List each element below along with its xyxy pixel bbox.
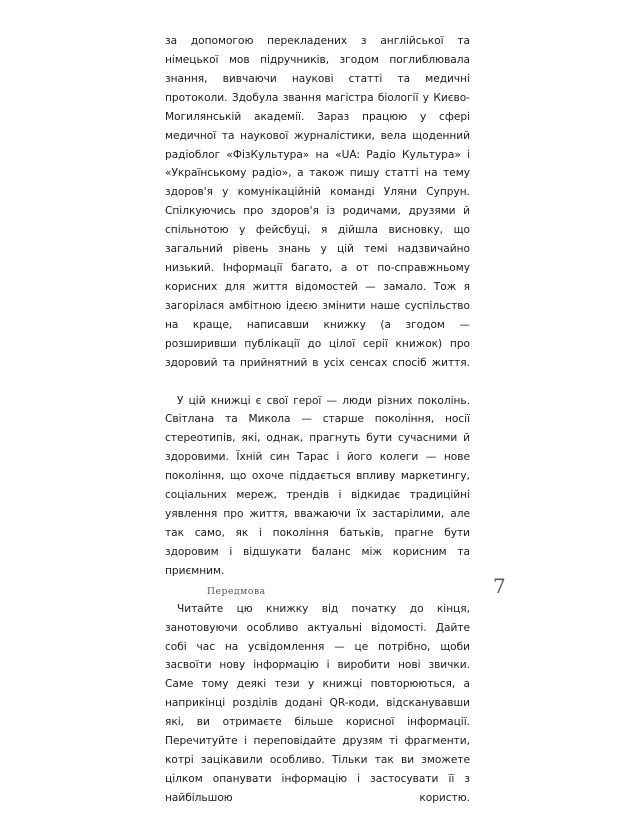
- body-paragraph: за допомогою перекладених з англійської та німецької мов підручників, згодом поглиблювала знання, вивчаючи наукові статті та медичні протоколи. Здобула звання магістра біології у Києво-Могилянській академії. Зараз працюю у сфері медичної та наукової журналістики, вела щоденний радіоблог «ФізКультура» на «UA: Радіо Культура» і «Українському радіо», а також пишу статті на тему здоров'я у комунікаційній команді Уляни Супрун. Спілкуючись про здоров'я із родичами, друзями й спільнотою у фейсбуці, я дійшла висновку, що загальний рівень знань у цій темі надзвичайно низький. Інформації багато, а от по-справжньому корисних для життя відомостей — замало. Тож я загорілася амбітною ідеєю змінити наше суспільство на краще, написавши книжку (а згодом — розширивши публікації до цілої серії книжок) про здоровий та прийнятний в усіх сенсах спосіб життя.: [165, 35, 470, 369]
- page-text-block: [165, 32, 470, 827]
- running-head: Передмова: [207, 586, 266, 597]
- body-paragraph: Читайте цю книжку від початку до кінця, занотовуючи особливо актуальні відомості. Дайте собі час на усвідомлення — це потрібно, щоби засвоїти нову інформацію і виробити нові звички. Саме тому деякі тези у книжці повторюються, а наприкінці розділів додані QR-коди, відсканувавши які, ви отримаєте більше корисної інформації. Перечитуйте і переповідайте друзям ті фрагменти, котрі зацікавили особливо. Тільки так ви зможете цілком опанувати інформацію і застосувати її з найбільшою користю.: [165, 602, 470, 804]
- body-paragraph: У цій книжці є свої герої — люди різних поколінь. Світлана та Микола — старше покоління, носії стереотипів, які, однак, прагнуть бути сучасними й здоровими. Їхній син Тарас і його колеги — нове покоління, що охоче піддається впливу маркетингу, соціальних мереж, трендів і відкидає традиційні уявлення про життя, вважаючи їх застарілими, але так само, як і покоління батьків, прагне бути здоровим і відшукати баланс між корисним та приємним.: [165, 394, 470, 577]
- page-footer: [0, 574, 630, 616]
- page-number: 7: [493, 574, 506, 598]
